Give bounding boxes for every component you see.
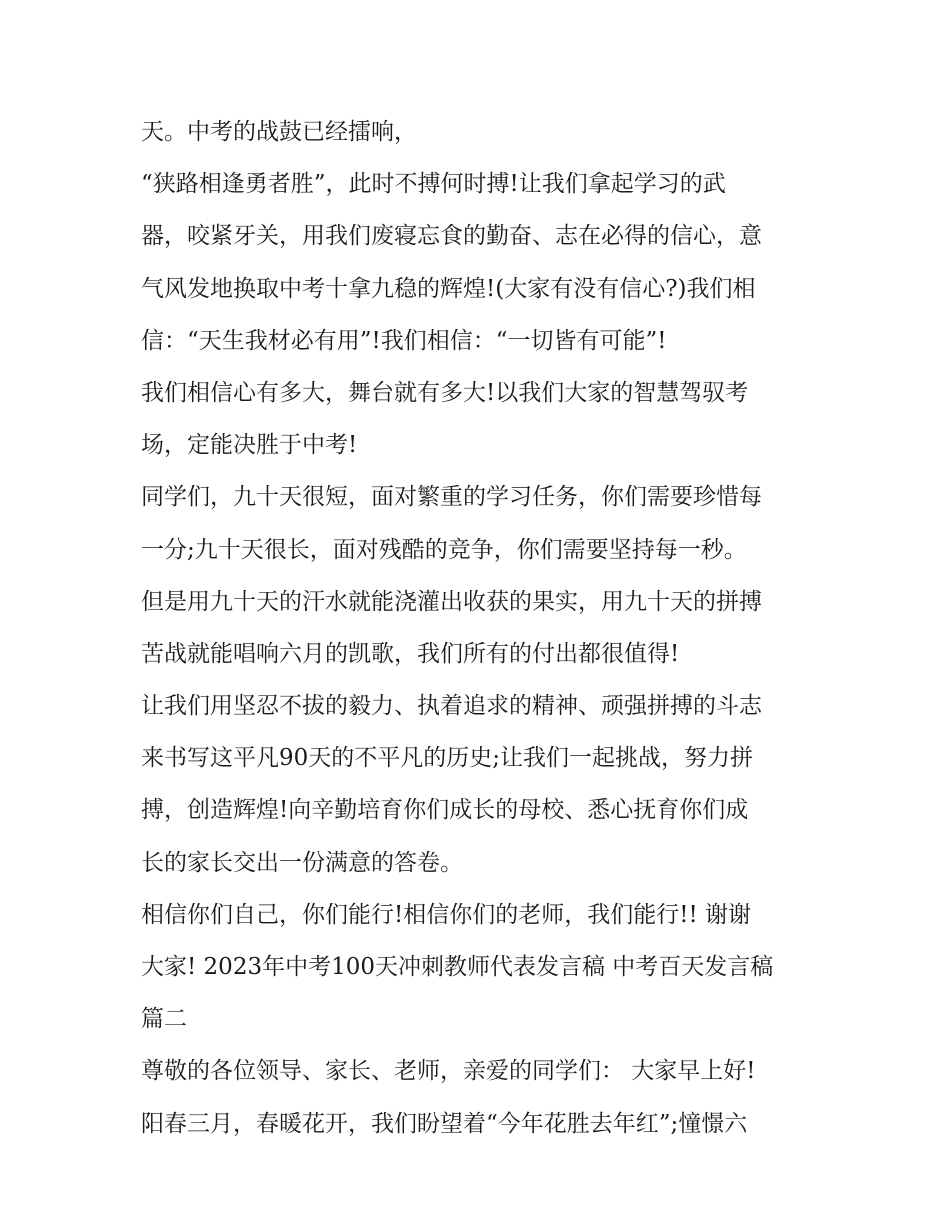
text-line: 让我们用坚忍不拔的毅力、执着追求的精神、顽强拼搏的斗志: [141, 693, 762, 720]
text-line: 但是用九十天的汗水就能浇灌出收获的果实，用九十天的拼搏: [141, 588, 762, 615]
text-line: 长的家长交出一份满意的答卷。: [141, 849, 463, 876]
text-line: 器，咬紧牙关，用我们废寝忘食的勤奋、志在必得的信心，意: [141, 223, 762, 250]
text-line: 搏，创造辉煌!向辛勤培育你们成长的母校、悉心抚育你们成: [141, 797, 749, 824]
text-line: 信：“天生我材必有用”!我们相信：“一切皆有可能”!: [141, 327, 667, 354]
text-line: 苦战就能唱响六月的凯歌，我们所有的付出都很值得!: [141, 640, 680, 667]
text-line: 相信你们自己，你们能行!相信你们的老师，我们能行!! 谢谢: [141, 901, 752, 928]
text-line: “狭路相逢勇者胜”，此时不搏何时搏!让我们拿起学习的武: [141, 171, 726, 198]
text-line: 阳春三月，春暖花开，我们盼望着“今年花胜去年红”;憧憬六: [141, 1110, 748, 1137]
text-line: 一分;九十天很长，面对残酷的竞争，你们需要坚持每一秒。: [141, 536, 747, 563]
text-line: 来书写这平凡90天的不平凡的历史;让我们一起挑战，努力拼: [141, 745, 754, 772]
text-line: 场，定能决胜于中考!: [141, 432, 358, 459]
text-line: 篇二: [141, 1006, 187, 1033]
text-line: 天。中考的战鼓已经擂响，: [141, 119, 417, 145]
text-line: 同学们，九十天很短，面对繁重的学习任务，你们需要珍惜每: [141, 484, 762, 511]
document-body: [141, 106, 821, 1150]
text-line: 气风发地换取中考十拿九稳的辉煌!(大家有没有信心?)我们相: [141, 275, 756, 302]
text-line: 尊敬的各位领导、家长、老师，亲爱的同学们： 大家早上好!: [141, 1058, 756, 1085]
text-line: 我们相信心有多大，舞台就有多大!以我们大家的智慧驾驭考: [141, 379, 749, 406]
text-line: 大家! 2023年中考100天冲刺教师代表发言稿 中考百天发言稿: [141, 954, 774, 980]
